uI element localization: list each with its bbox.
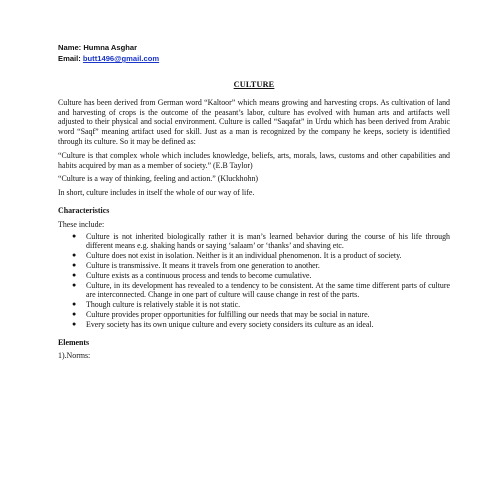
- norms-label: 1).Norms:: [58, 351, 91, 361]
- list-item-text: Culture is not inherited biologically rather it is man’s learned behavior during the course of his life through different means e.g. shaking hands or saying ‘salaam’ or ‘thanks’ and shaving etc.: [86, 231, 450, 251]
- author-name: Name: Humna Asghar: [58, 43, 138, 52]
- list-item: [72, 251, 450, 261]
- paragraph-kluckhohn-quote: “Culture is a way of thinking, feeling and action.” (Kluckhohn): [58, 174, 259, 184]
- bullet-icon: ●: [72, 270, 77, 279]
- list-item: [72, 300, 450, 310]
- bullet-icon: ●: [72, 251, 77, 260]
- list-item-text: Culture does not exist in isolation. Neither is it an individual phenomenon. It is a product of society.: [86, 251, 402, 261]
- list-item-text: Culture provides proper opportunities for fulfilling our needs that may be social in nature.: [86, 309, 370, 319]
- list-item-text: Culture, in its development has revealed to a tendency to be consistent. At the same time different parts of culture are interconnected. Change in one part of culture will cause change in rest of the parts.: [86, 280, 450, 300]
- paragraph-taylor-quote: “Culture is that complex whole which includes knowledge, beliefs, arts, morals, laws, customs and other capabilities and habits acquired by man as a member of society.” (E.B Taylor): [58, 150, 450, 170]
- author-email-line: [58, 53, 159, 64]
- author-block: [58, 42, 159, 64]
- elements-heading: Elements: [58, 337, 90, 347]
- bullet-icon: ●: [72, 319, 77, 328]
- bullet-icon: ●: [72, 260, 77, 269]
- list-item-text: Culture exists as a continuous process and tends to become cumulative.: [86, 270, 312, 280]
- document-body: [58, 80, 450, 361]
- bullet-icon: ●: [72, 231, 77, 240]
- paragraph-definition: Culture has been derived from German word “Kaltoor” which means growing and harvesting crops. As cultivation of land and harvesting of crops is the outcome of the peasant’s labor, culture has evolved with human arts and artifacts well adjusted to their physical and social environment. Culture is called “Saqafat” in Urdu which has been derived from Arabic word “Saqf” meaning artifact used for skill. Just as a man is recognized by the company he keeps, society is identified through its culture. So it may be defined as:: [58, 97, 450, 146]
- document-title: CULTURE: [233, 80, 275, 89]
- list-item: [72, 231, 450, 252]
- paragraph-summary: In short, culture includes in itself the whole of our way of life.: [58, 188, 255, 198]
- characteristics-heading: Characteristics: [58, 205, 110, 215]
- list-item: [72, 319, 450, 330]
- characteristics-list: [58, 232, 450, 330]
- list-item-text: Culture is transmissive. It means it travels from one generation to another.: [86, 260, 320, 270]
- bullet-icon: ●: [72, 300, 77, 309]
- list-item-text: Every society has its own unique culture and every society considers its culture as an ideal.: [86, 319, 374, 329]
- list-item: [72, 270, 450, 281]
- email-link[interactable]: butt1496@gmail.com: [82, 54, 160, 63]
- list-item: [72, 280, 450, 301]
- characteristics-intro: These include:: [58, 219, 105, 229]
- list-item: [72, 260, 450, 271]
- bullet-icon: ●: [72, 280, 77, 289]
- email-label: Email:: [58, 54, 83, 63]
- list-item-text: Though culture is relatively stable it is not static.: [86, 300, 241, 310]
- list-item: [72, 309, 450, 320]
- bullet-icon: ●: [72, 309, 77, 318]
